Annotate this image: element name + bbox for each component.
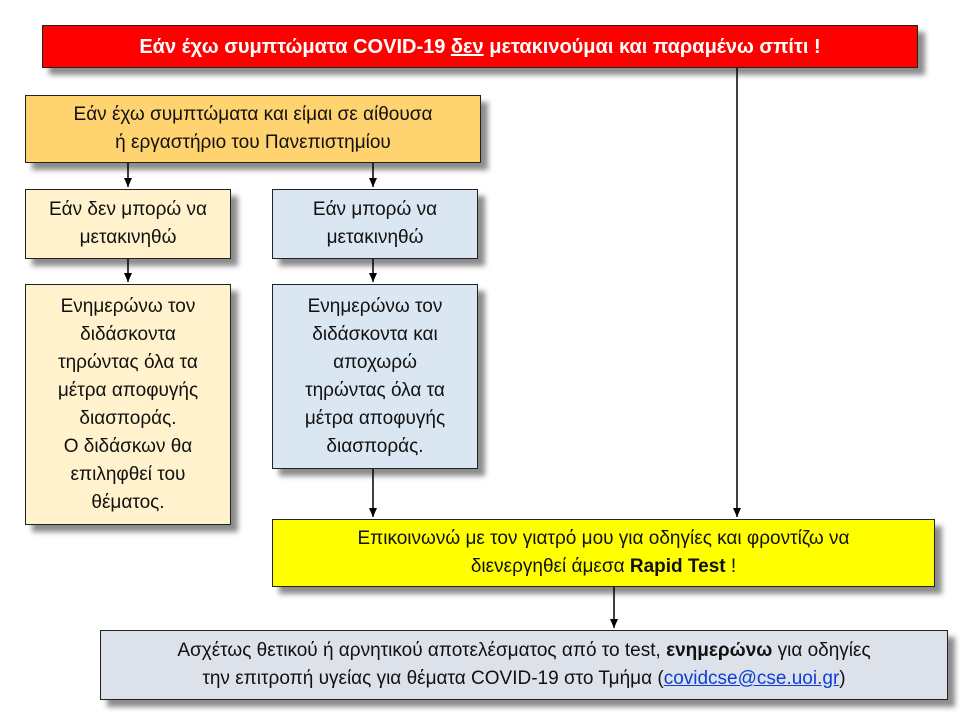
right-action-line: τηρώντας όλα τα <box>305 379 445 401</box>
right-action-line: διδάσκοντα και <box>312 323 438 345</box>
final-box <box>100 630 948 700</box>
top-condition-line2: ή εργαστήριο του Πανεπιστημίου <box>115 132 391 153</box>
final-line1-bold: ενημερώνω <box>666 640 773 661</box>
doctor-line2-end: ! <box>725 556 737 577</box>
top-condition-line1: Εάν έχω συμπτώματα και είμαι σε αίθουσα <box>73 104 433 125</box>
left-action-line: διασποράς. <box>79 407 177 429</box>
title-underlined: δεν <box>450 35 484 58</box>
rapid-test-label: Rapid Test <box>629 556 726 577</box>
left-action-line: διδάσκοντα <box>80 323 176 345</box>
doctor-box <box>272 519 935 587</box>
email-link[interactable]: covidcse@cse.uoi.gr <box>663 668 840 689</box>
left-action-line: θέματος. <box>91 491 165 513</box>
right-branch-label-line1: Εάν μπορώ να <box>312 199 438 220</box>
right-action-line: μέτρα αποφυγής <box>304 407 446 429</box>
left-action-box <box>25 284 231 525</box>
left-action-line: επιληφθεί του <box>70 463 186 485</box>
right-branch-label-line2: μετακινηθώ <box>326 227 424 248</box>
left-action-line: τηρώντας όλα τα <box>58 351 198 373</box>
title-part1: Εάν έχω συμπτώματα COVID-19 <box>139 35 451 58</box>
left-branch-label-line2: μετακινηθώ <box>79 227 177 248</box>
right-action-line: διασποράς. <box>326 435 424 457</box>
left-action-line: Ενημερώνω τον <box>60 295 196 317</box>
top-condition-box <box>25 95 481 163</box>
right-action-line: Ενημερώνω τον <box>307 295 443 317</box>
final-line1-text: Ασχέτως θετικού ή αρνητικού αποτελέσματος από το test, <box>177 640 667 661</box>
final-line1-end: για οδηγίες <box>772 640 871 661</box>
title-box <box>42 25 918 68</box>
final-line2-end: ) <box>839 668 846 689</box>
right-action-box <box>272 284 478 469</box>
title-part2: μετακινούμαι και παραμένω σπίτι ! <box>483 35 821 58</box>
left-branch-label-box <box>25 189 231 259</box>
left-action-line: Ο διδάσκων θα <box>63 435 193 457</box>
left-action-line: μέτρα αποφυγής <box>57 379 199 401</box>
right-branch-label-box <box>272 189 478 259</box>
right-action-line: αποχωρώ <box>333 351 417 373</box>
doctor-line1: Επικοινωνώ με τον γιατρό μου για οδηγίες και φροντίζω να <box>357 528 850 549</box>
final-line2-text: την επιτροπή υγείας για θέματα COVID-19 στο Τμήμα ( <box>202 668 664 689</box>
doctor-line2-text: διενεργηθεί άμεσα <box>470 556 630 577</box>
left-branch-label-line1: Εάν δεν μπορώ να <box>48 199 208 220</box>
